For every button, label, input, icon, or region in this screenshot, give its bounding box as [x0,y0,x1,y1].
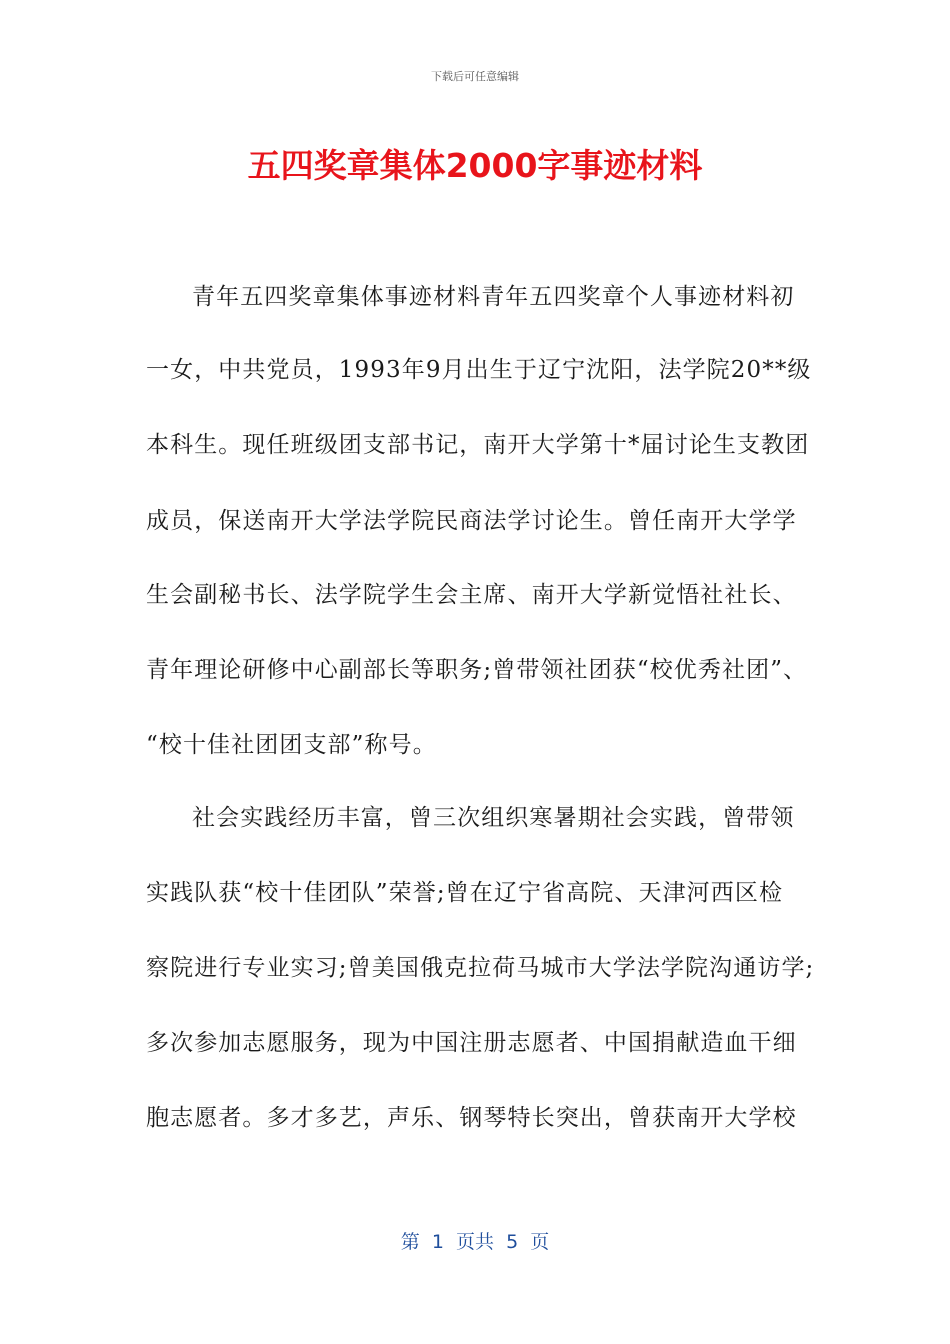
document-title: 五四奖章集体2000字事迹材料 [247,146,703,185]
paragraph-line: 青年理论研修中心副部长等职务;曾带领社团获“校优秀社团”、 [146,657,808,683]
paragraph-line: “校十佳社团团支部”称号。 [146,732,437,758]
paragraph-line: 生会副秘书长、法学院学生会主席、南开大学新觉悟社社长、 [146,582,797,608]
paragraph-line: 多次参加志愿服务，现为中国注册志愿者、中国捐献造血干细 [146,1030,797,1056]
paragraph-line: 青年五四奖章集体事迹材料青年五四奖章个人事迹材料初 [192,284,795,310]
paragraph-line: 本科生。现任班级团支部书记，南开大学第十*届讨论生支教团 [146,432,810,458]
paragraph-line: 成员，保送南开大学法学院民商法学讨论生。曾任南开大学学 [146,508,797,534]
paragraph-line: 社会实践经历丰富，曾三次组织寒暑期社会实践，曾带领 [192,805,795,831]
paragraph-line: 实践队获“校十佳团队”荣誉;曾在辽宁省高院、天津河西区检 [146,880,784,906]
paragraph-line: 察院进行专业实习;曾美国俄克拉荷马城市大学法学院沟通访学; [146,955,815,981]
paragraph-line: 一女，中共党员，1993年9月出生于辽宁沈阳，法学院20**级 [146,357,812,383]
page-header: 下载后可任意编辑 [431,70,519,83]
page-footer: 第 1 页共 5 页 [400,1231,550,1253]
paragraph-line: 胞志愿者。多才多艺，声乐、钢琴特长突出，曾获南开大学校 [146,1105,797,1131]
